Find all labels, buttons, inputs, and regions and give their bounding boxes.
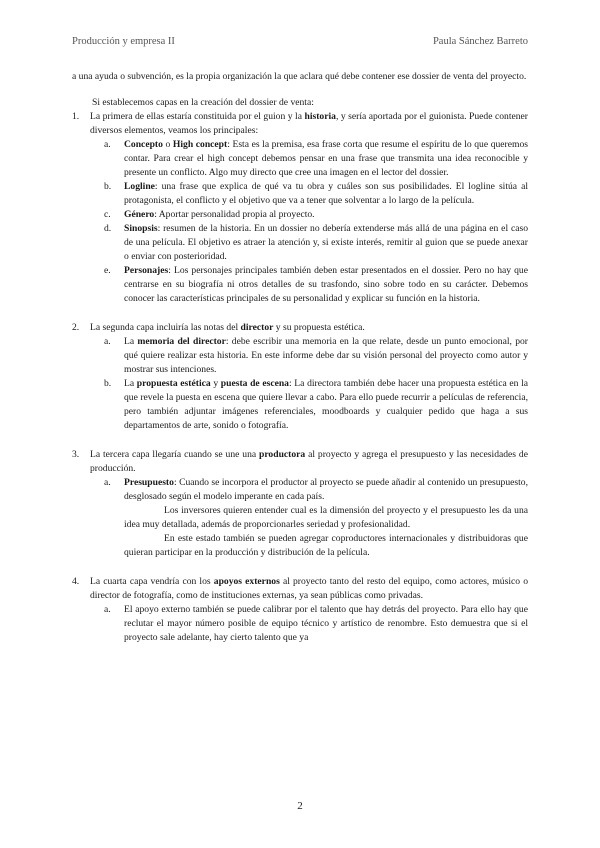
sub-item-paragraph: [124, 377, 528, 433]
sub-item-text: [124, 335, 528, 377]
sub-item-paragraph: [124, 208, 528, 222]
text-run: y: [210, 378, 221, 389]
text-run: al proyecto tanto del resto del equipo, como actores, músico o director de fotografía, como de instituciones externas, ya sean públicas como privadas.: [90, 576, 528, 601]
list-item: [72, 448, 528, 560]
sub-item-text: [124, 476, 528, 560]
sub-item-paragraph: [124, 222, 528, 264]
sub-item: [104, 180, 528, 208]
sub-letter: b.: [104, 181, 112, 192]
sub-letter: a.: [104, 477, 111, 488]
bold-term: Género: [124, 209, 155, 220]
text-run: : Cuando se incorpora el productor al proyecto se puede añadir al contenido un presupuesto, desglosado según el modelo imperante en cada país.: [124, 477, 528, 502]
text-run: El apoyo externo también se puede calibrar por el talento que hay detrás del proyecto. Para ello hay que reclutar el mayor número posible de equipo técnico y artístico de renombre. Esto demuestra que si el proyecto sale adelante, hay cierto talento que ya: [124, 604, 528, 643]
list-number: 3.: [72, 449, 80, 460]
bold-term: Logline: [124, 181, 155, 192]
sub-item-paragraph: [124, 180, 528, 208]
bold-term: Concepto: [124, 139, 163, 150]
sub-item-text: [124, 264, 528, 306]
list-item-row: [72, 110, 528, 138]
bold-term: director: [240, 322, 274, 333]
text-run: La: [124, 336, 138, 347]
sub-item-text: [124, 138, 528, 180]
sub-item-text: [124, 222, 528, 264]
text-run: o: [162, 139, 173, 150]
text-run: La cuarta capa vendría con los: [90, 576, 214, 587]
sub-letter: e.: [104, 265, 111, 276]
author-name: Paula Sánchez Barreto: [432, 36, 528, 47]
sub-paragraph: En este estado también se pueden agregar coproductores internacionales y distribuidoras que quieran participar en la producción y distribución de la película.: [124, 533, 528, 558]
sub-letter: c.: [104, 209, 111, 220]
text-run: : La directora también debe hacer una propuesta estética en la que revele la puesta en escena que quiere llevar a cabo. Para ello puede recurrir a películas de referencia, pero también adjuntar imágenes referenciales, moodboards y cualquier pedido que haga a sus departamentos de arte, sonido o fotografía.: [124, 378, 529, 431]
list-item-text: [90, 321, 528, 335]
sub-item-text: [124, 377, 528, 433]
text-run: : una frase que explica de qué va tu obra y cuáles son sus posibilidades. El logline sitúa al protagonista, el conflicto y el objetivo que va a tener que solventar a lo largo de la película.: [124, 181, 528, 206]
sub-letter: a.: [104, 139, 111, 150]
text-run: : Los personajes principales también deben estar presentados en el dossier. Pero no hay que centrarse en su biografía ni otros detalles de su trasfondo, sino sobre todo en su carácter. Debemos conocer las características principales de su personalidad y explicar su función en la historia.: [124, 265, 528, 304]
page-header: [72, 36, 528, 47]
text-run: La tercera capa llegaría cuando se une una: [90, 449, 260, 460]
bold-term: High concept: [172, 139, 228, 150]
bold-term: apoyos externos: [213, 576, 280, 587]
intro-paragraph: a una ayuda o subvención, es la propia organización la que aclara qué debe contener ese dossier de venta del proyecto.: [72, 71, 527, 82]
sub-item-text: [124, 180, 528, 208]
bold-term: propuesta estética: [136, 378, 211, 389]
list-item-row: [72, 321, 528, 335]
list-item-text: [90, 448, 528, 476]
list-item: [72, 321, 528, 433]
sub-item: [104, 335, 528, 377]
text-run: y su propuesta estética.: [273, 322, 365, 333]
list-item-text: [90, 575, 528, 603]
sub-letter: a.: [104, 336, 111, 347]
text-run: : resumen de la historia. En un dossier no debería extenderse más allá de una página en el caso de una película. El objetivo es atraer la atención y, si existe interés, remitir al guion que se puede anexar o enviar con posterioridad.: [124, 223, 528, 262]
page-number: 2: [297, 800, 303, 812]
bold-term: Presupuesto: [124, 477, 174, 488]
list-item: [72, 575, 528, 645]
list-item-row: [72, 448, 528, 476]
sub-item-text: [124, 603, 528, 645]
bold-term: historia: [304, 111, 336, 122]
text-run: La: [124, 378, 137, 389]
list-number: 2.: [72, 322, 80, 333]
sub-item: [104, 476, 528, 560]
text-run: al proyecto y agrega el presupuesto y las necesidades de producción.: [90, 449, 528, 474]
sub-letter: a.: [104, 604, 111, 615]
sub-item-paragraph: [124, 138, 528, 180]
text-run: : Esta es la premisa, esa frase corta que resume el espíritu de lo que queremos contar. Para crear el high concept debemos pensar en una frase que transmita una idea reconocible y presente un conflicto. Algo muy directo que cree una imagen en el lector del dossier.: [124, 139, 528, 178]
text-run: , y sería aportada por el guionista. Puede contener diversos elementos, veamos los principales:: [90, 111, 529, 136]
sub-letter: d.: [104, 223, 112, 234]
sub-item: [104, 264, 528, 306]
sub-item: [104, 208, 528, 222]
text-run: : Aportar personalidad propia al proyecto.: [154, 209, 315, 220]
bold-term: memoria del director: [137, 336, 226, 347]
layers-intro: Si establecemos capas en la creación del dossier de venta:: [92, 97, 314, 108]
bold-term: Personajes: [124, 265, 169, 276]
bold-term: puesta de escena: [220, 378, 289, 389]
bold-term: productora: [259, 449, 306, 460]
text-run: La segunda capa incluiría las notas del: [90, 322, 241, 333]
sub-item-text: [124, 208, 528, 222]
bold-term: Sinopsis: [124, 223, 158, 234]
list-item-row: [72, 575, 528, 603]
layers-list: [72, 110, 528, 645]
page-body: [72, 70, 528, 645]
sub-letter: b.: [104, 378, 112, 389]
list-number: 4.: [72, 576, 80, 587]
list-item: [72, 110, 528, 306]
sub-item-paragraph: [124, 335, 528, 377]
sub-item: [104, 603, 528, 645]
sub-item: [104, 222, 528, 264]
sub-item-paragraph: [124, 264, 528, 306]
sub-item: [104, 377, 528, 433]
sub-item-paragraph: [124, 476, 528, 504]
course-title: Producción y empresa II: [72, 36, 175, 47]
list-item-text: [90, 110, 528, 138]
sub-item-paragraph: [124, 603, 528, 645]
sub-item: [104, 138, 528, 180]
sub-paragraph: Los inversores quieren entender cual es la dimensión del proyecto y el presupuesto les da una idea muy detallada, además de proporcionarles seriedad y profesionalidad.: [124, 505, 528, 530]
text-run: : debe escribir una memoria en la que relate, desde un punto emocional, por qué quiere realizar esta historia. En este informe debe dar su visión personal del proyecto como autor y mostrar sus intenciones.: [124, 336, 528, 375]
text-run: La primera de ellas estaría constituida por el guion y la: [90, 111, 305, 122]
list-number: 1.: [72, 111, 80, 122]
